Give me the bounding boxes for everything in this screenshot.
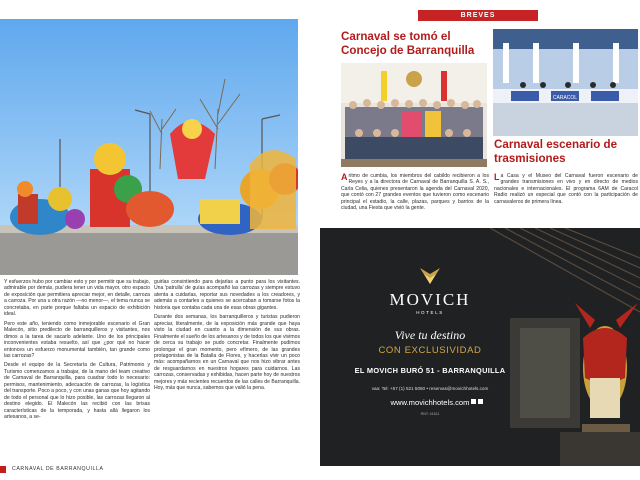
footer-publication-name: CARNAVAL DE BARRANQUILLA <box>12 466 104 472</box>
article-column-2 <box>154 279 300 395</box>
movich-hotels-ad <box>320 228 640 466</box>
article2-body <box>494 173 638 208</box>
banner-text: CARACOL <box>552 95 578 101</box>
article-column-1 <box>4 279 150 424</box>
article1-body <box>341 173 489 215</box>
paragraph: Desde el equipo de la Secretaría de Cultura, Patrimonio y Turismo comenzamos a trabajar, de la mano del team creativo de Carnaval de Barranquilla, para cuadrar todo lo necesario: permisos, mantenimiento, adecuación de carrozas, la logística del transporte. Poco a poco, y con unas ganas que hoy agitando de todo el personal que lo hizo posible, las carrozas llegaron al destino elegido. El Malecón las recibió con las brisas características de la temporada, y hasta allá llegaron los artesanos, a se- <box>4 362 150 421</box>
article1-title: Carnaval se tomó el Concejo de Barranquilla <box>341 30 475 57</box>
paragraph: Durante dos semanas, los barranquilleros y turistas pudieron apreciar, literalmente, de la exposición más grande que haya visto la ciudad en cuanto a la dimensión de sus obras. Finalmente el sueño de los artesanos y de todos los que vivimos de cerca su trabajo se pudo concretar. Finalmente pudimos prolongar el gran momento, pero efímero, de las grandes protagonistas de la Batalla de Flores, y hacerlas vivir un poco más: acompañarnos en un Carnaval que nos hizo vibrar antes de resguardarnos en nuestros hogares para cuidarnos. Las carrozas, conservadas y exhibidas, hacen parte hoy de nuestros mejores y más recientes recuerdos de las calles de Barranquilla. Hoy, más que nunca, sabemos que valió la pena. <box>154 314 300 392</box>
paragraph: guirlas consintiendo para dejarlas a punto para los visitantes. Una 'patrulla' de guías acompañó las carrozas y siempre estuvo atenta a cuidarlas, reportar sus novedades a los creadores, y además a contarles a quienes se acercaban a tomarse fotos la historia que contaba cada una de esas obras gigantes. <box>154 279 300 311</box>
article2-title: Carnaval escenario de trasmisiones <box>494 138 618 165</box>
brand-sub: HOTELS <box>416 310 444 315</box>
carnival-floats-photo <box>0 19 298 275</box>
ad-tagline-accent: CON EXCLUSIVIDAD <box>378 345 482 356</box>
ad-website: www.movichhotels.com <box>390 398 470 407</box>
caracol-broadcast-photo <box>493 29 638 136</box>
footer-red-mark <box>0 466 6 473</box>
ad-contact: vaa: Tel: +57 (1) 521 5050 • reservas@movichhotels.com <box>371 386 489 391</box>
ad-tagline: Vive tu destino <box>394 328 466 342</box>
dropcap: L <box>494 172 500 182</box>
brand-name: MOVICH <box>389 290 471 309</box>
dropcap: A <box>341 172 348 182</box>
ad-rnt: RNT: 41611 <box>420 412 440 416</box>
article2-text: a Casa y el Museo del Carnaval fueron escenario de grandes transmisiones en vivo y en directo de medios nacionales e internacionales. El programa 6AM de Caracol Radio realizó un especial que contó con la participación de carnavaleros de primera línea. <box>494 173 638 205</box>
concejo-group-photo <box>341 63 487 167</box>
section-label: BREVES <box>418 10 538 21</box>
article1-text: ritmo de cumbia, los miembros del cabildo recibieron a los Reyes y a la directora de Carnaval de Barranquilla S. A. S., Carla Celia, quienes presentaron la agenda del Carnaval 2020, que contó con 27 grandes eventos que tuvieron como escenario principal el estadio, la calle, plazas, parques y barrios de la ciudad, una Fiesta que vivió la gente. <box>341 173 489 212</box>
paragraph: Y esfuerzos hubo por cambiar esto y por permitir que su trabajo, admirable por demás, pudiera tener un vida mayor, otro espacio de exposición que permitiera apreciar mejor, en detalle, carroza a carroza. Por una u otra razón —no menor—, el tema nunca se concretaba, en parte porque faltaba un espacio de exhibición ideal. <box>4 279 150 318</box>
ad-address: EL MOVICH BURÓ 51 - BARRANQUILLA <box>354 366 506 375</box>
paragraph: Pero este año, teniendo como inmejorable escenario el Gran Malecón, sitio predilecto de barranquilleros y visitantes, nos dimos a la tarea de sacarlo adelante. Uno de los principales inconvenientes estaba resuelto, así que ¿por qué no hacer entonces un esfuerzo monumental también, tan grande como las carrozas? <box>4 320 150 359</box>
